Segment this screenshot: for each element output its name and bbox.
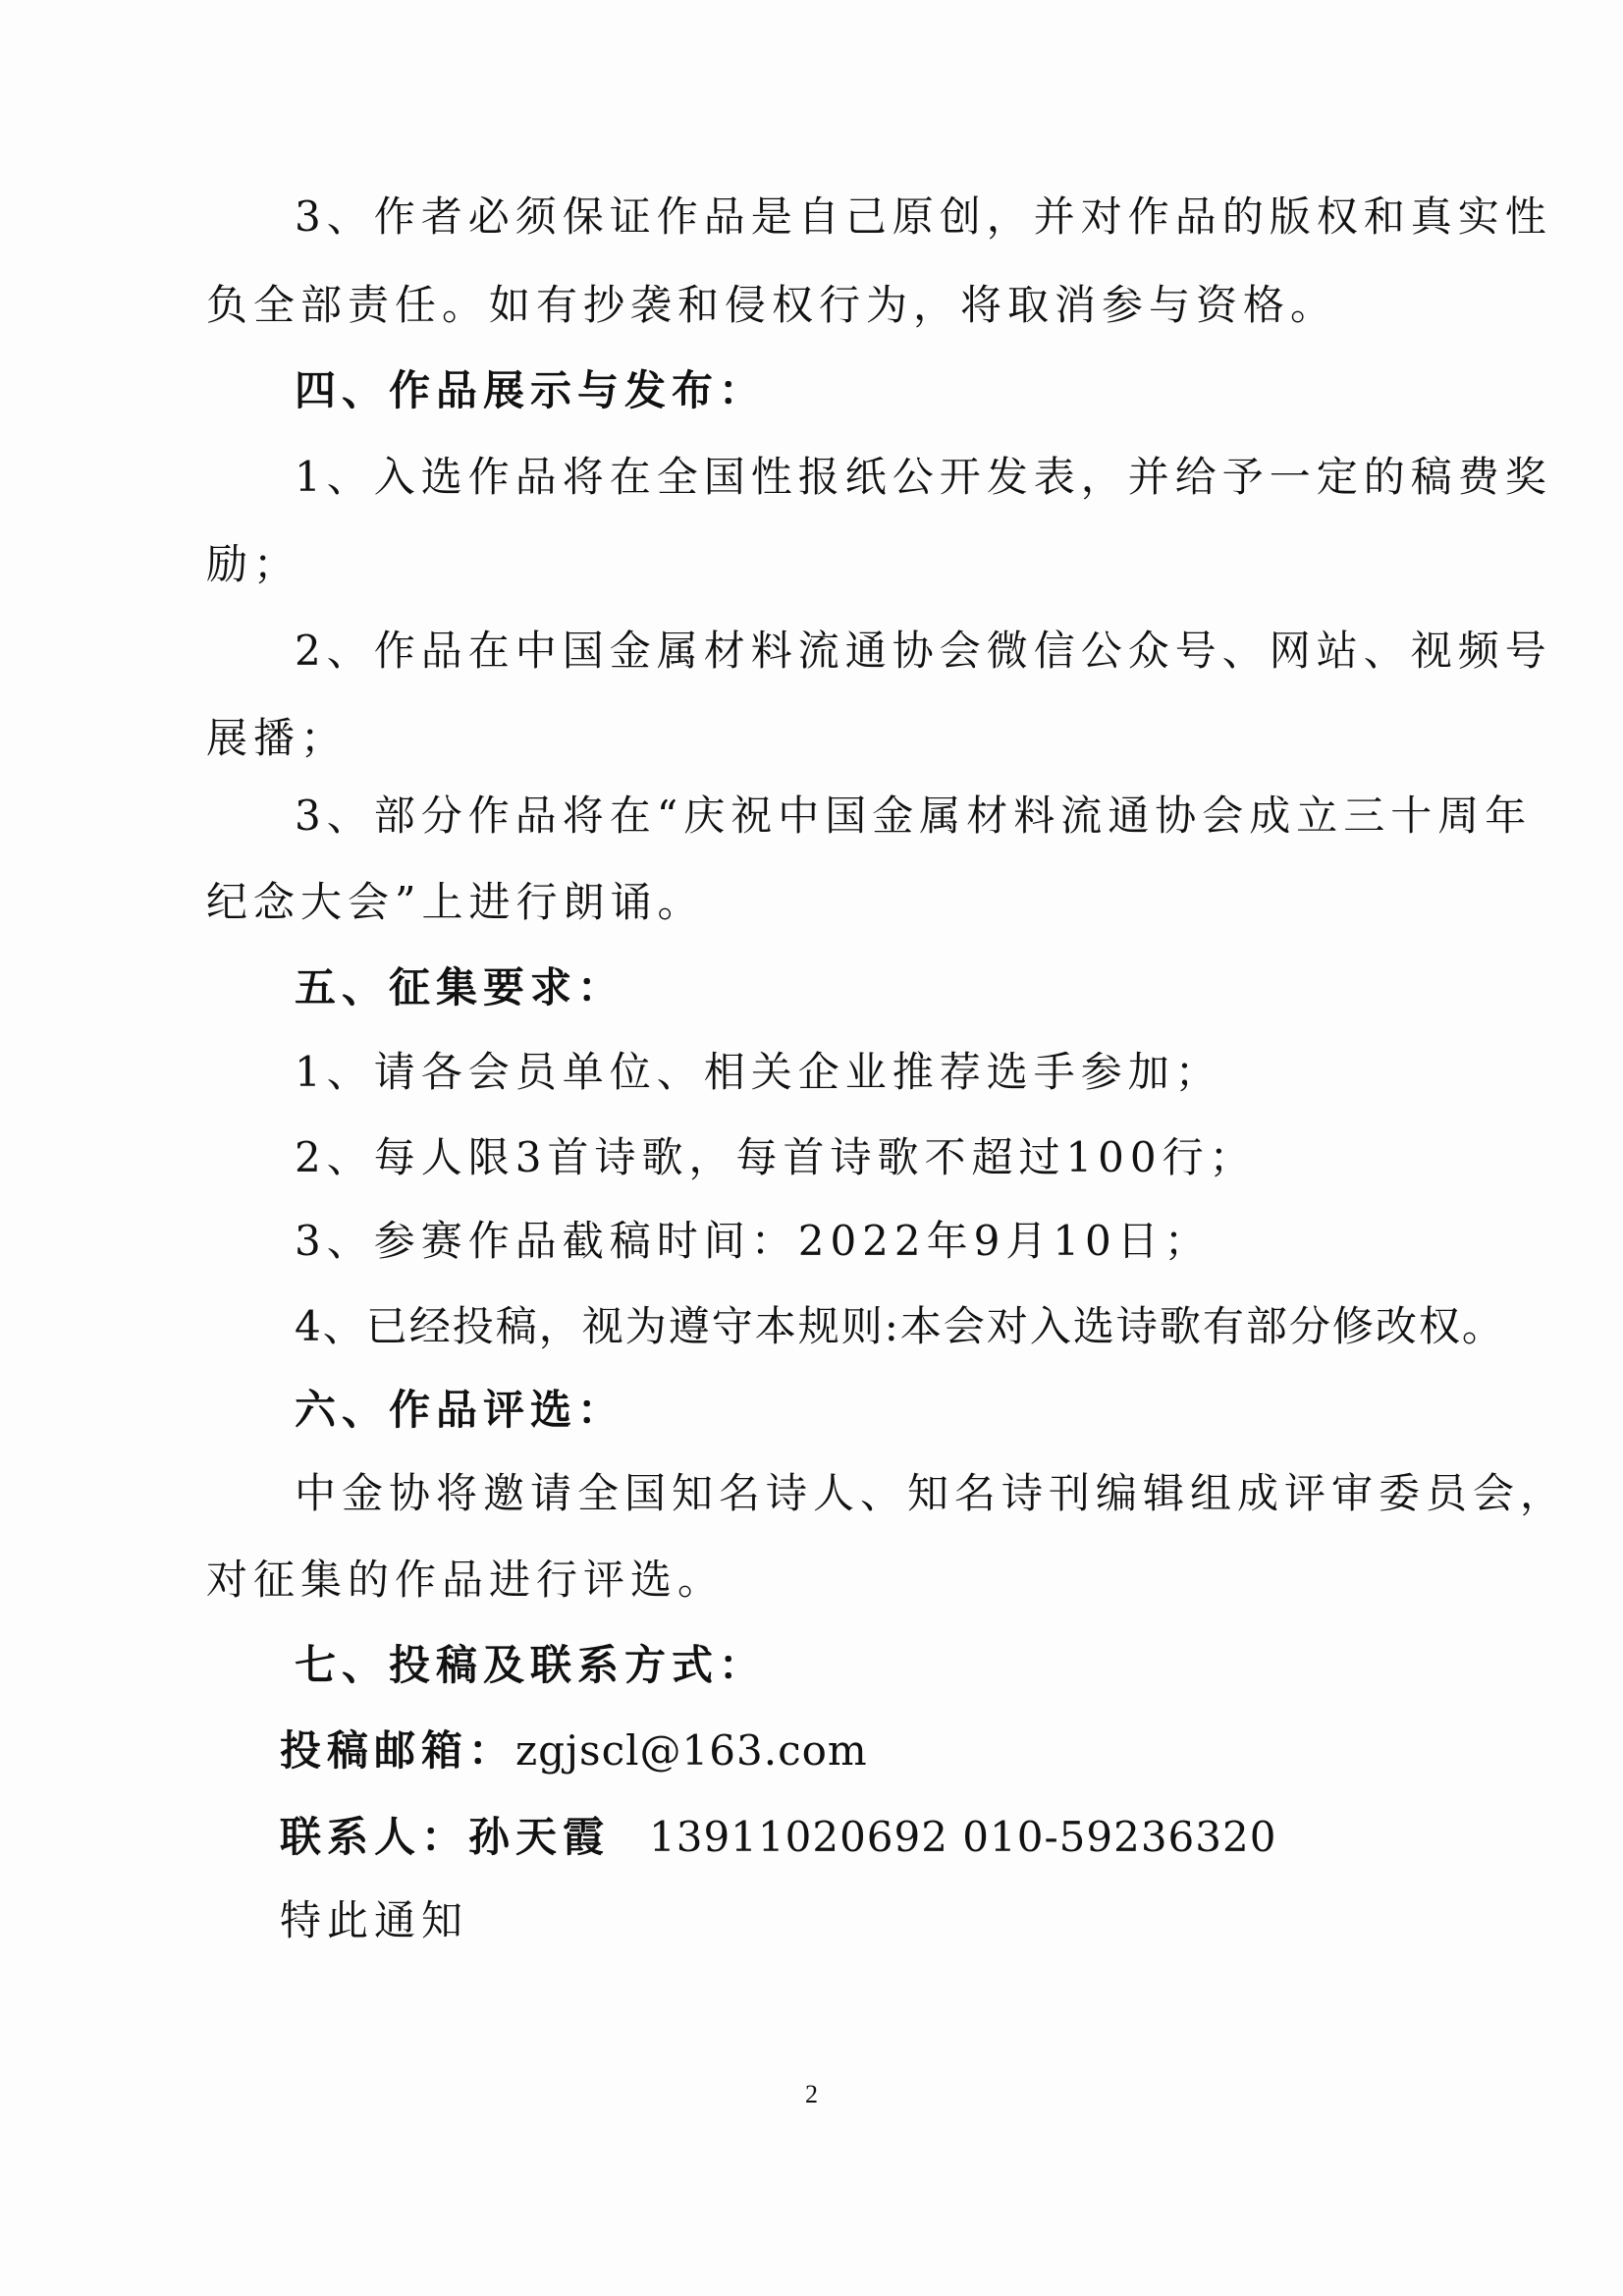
paragraph-judging-line2: 对征集的作品进行评选。 <box>206 1556 726 1604</box>
page-number: 2 <box>805 2080 818 2108</box>
requirement-item-3: 3、参赛作品截稿时间：2022年9月10日； <box>295 1217 1212 1265</box>
section-heading-display: 四、作品展示与发布： <box>295 366 767 414</box>
paragraph-publish-line1: 1、入选作品将在全国性报纸公开发表，并给予一定的稿费奖 <box>295 453 1552 501</box>
email-address[interactable]: zgjscl@163.com <box>515 1726 868 1775</box>
paragraph-broadcast-line1: 2、作品在中国金属材料流通协会微信公众号、网站、视频号 <box>295 627 1552 675</box>
section-heading-contact: 七、投稿及联系方式： <box>295 1641 767 1689</box>
requirement-item-2: 2、每人限3首诗歌，每首诗歌不超过100行； <box>295 1133 1257 1181</box>
paragraph-broadcast-line2: 展播； <box>206 714 349 762</box>
closing-text: 特此通知 <box>280 1896 469 1944</box>
section-heading-requirements: 五、征集要求： <box>295 963 625 1011</box>
email-label: 投稿邮箱： <box>280 1726 516 1775</box>
paragraph-originality-line2: 负全部责任。如有抄袭和侵权行为，将取消参与资格。 <box>206 281 1338 329</box>
section-heading-judging: 六、作品评选： <box>295 1386 625 1434</box>
contact-email-row <box>280 1726 868 1775</box>
paragraph-recital-line1: 3、部分作品将在“庆祝中国金属材料流通协会成立三十周年 <box>295 792 1533 840</box>
contact-person-label: 联系人：孙天霞 <box>280 1813 611 1861</box>
contact-phones: 13911020692 010-59236320 <box>649 1813 1277 1861</box>
requirement-item-1: 1、请各会员单位、相关企业推荐选手参加； <box>295 1048 1222 1096</box>
requirement-item-4: 4、已经投稿，视为遵守本规则:本会对入选诗歌有部分修改权。 <box>295 1302 1505 1350</box>
paragraph-recital-line2: 纪念大会”上进行朗诵。 <box>206 878 705 926</box>
paragraph-publish-line2: 励； <box>206 540 301 588</box>
paragraph-judging-line1: 中金协将邀请全国知名诗人、知名诗刊编辑组成评审委员会， <box>295 1469 1568 1517</box>
paragraph-originality-line1: 3、作者必须保证作品是自己原创，并对作品的版权和真实性 <box>295 192 1552 241</box>
contact-person-row <box>280 1813 1277 1861</box>
